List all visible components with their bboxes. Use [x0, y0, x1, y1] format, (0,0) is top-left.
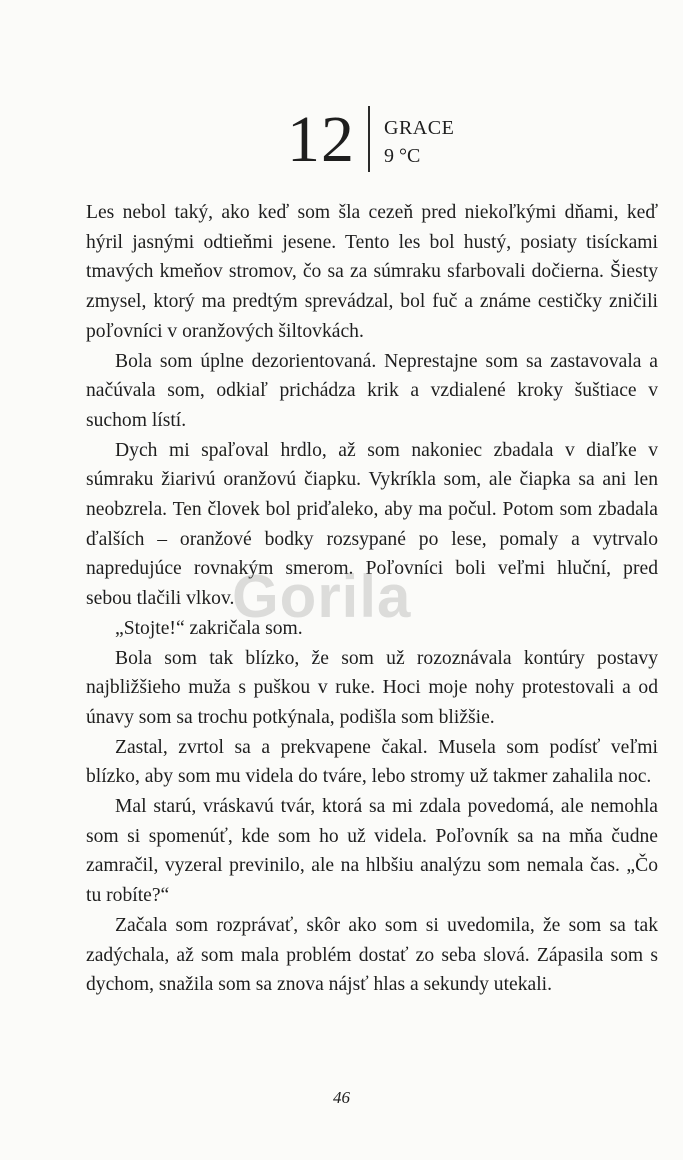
- chapter-number: 12: [287, 103, 355, 176]
- watermark: Gorila: [232, 563, 412, 630]
- paragraph: Les nebol taký, ako keď som šla cezeň pred niekoľkými dňami, keď hýril jasnými odtieňmi jesene. Tento les bol hustý, posiaty tisíckami tmavých kmeňov stromov, čo sa za súmraku sfarbovali dočierna. Šiesty zmysel, ktorý ma predtým sprevádzal, bol fuč a známe cestičky zničili poľovníci v oranžových šiltovkách.: [86, 202, 658, 342]
- paragraph: Mal starú, vráskavú tvár, ktorá sa mi zdala povedomá, ale nemohla som si spomenúť, kde som ho už videla. Poľovník sa na mňa čudne zamračil, vyzeral previnilo, ale na hlbšiu analýzu som nemala čas. „Čo tu robíte?“: [86, 796, 658, 907]
- paragraph: Bola som tak blízko, že som už rozoznávala kontúry postavy najbližšieho muža s puškou v ruke. Hoci moje nohy protestovali a od únavy som sa trochu potkýnala, podišla som bližšie.: [86, 647, 658, 728]
- paragraph: Zastal, zvrtol sa a prekvapene čakal. Musela som podísť veľmi blízko, aby som mu videla do tváre, lebo stromy už takmer zahalila noc.: [86, 736, 658, 788]
- paragraph: Dych mi spaľoval hrdlo, až som nakoniec zbadala v diaľke v súmraku žiarivú oranžovú čiapku. Vykríkla som, ale čiapka sa ani len neobzrela. Ten človek bol priďaleko, aby ma počul. Potom som zbadala ďalších – oranžové bodky rozsypané po lese, pomaly a vytrvalo napredujúce rovnakým smerom. Poľovníci boli veľmi hluční, pred sebou tlačili vlkov.: [86, 439, 658, 610]
- page-number: 46: [333, 1088, 350, 1107]
- chapter-character-name: GRACE: [384, 117, 455, 139]
- paragraph: „Stojte!“ zakričala som.: [115, 617, 303, 639]
- chapter-meta: [384, 114, 454, 170]
- chapter-temperature: 9 °C: [384, 145, 421, 167]
- paragraph: Začala som rozprávať, skôr ako som si uvedomila, že som sa tak zadýchala, až som mala problém dostať zo seba slová. Zápasila som s dychom, snažila som sa znova nájsť hlas a sekundy utekali.: [86, 914, 658, 996]
- chapter-divider: [368, 106, 370, 172]
- paragraph: Bola som úplne dezorientovaná. Neprestajne som sa zastavovala a načúvala som, odkiaľ prichádza krik a vzdialené kroky šuštiace v suchom lístí.: [86, 350, 658, 431]
- chapter-header: [0, 100, 683, 180]
- body-text: [86, 198, 658, 1000]
